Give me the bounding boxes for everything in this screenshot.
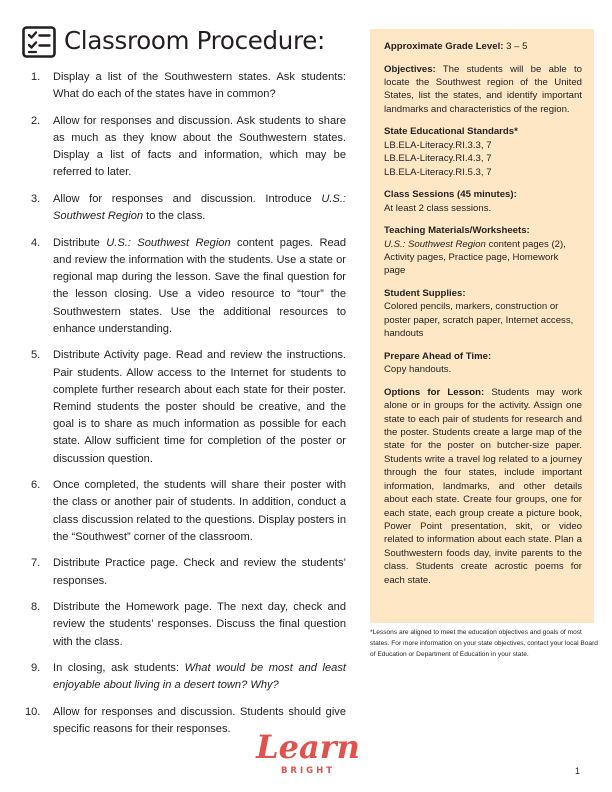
step-text: Once completed, the students will share their poster with the class or another pair of students. In addition, conduct a class discussion related to the questions. Display posters in the “Southwest” corner of the classroom.	[53, 479, 346, 543]
procedure-step	[22, 191, 346, 225]
standards-footnote: *Lessons are aligned to meet the education objectives and goals of most states. For more information on your state objectives, contact your local Board of Education or Department of Education in your state.	[370, 629, 598, 658]
step-text: to the class.	[143, 210, 206, 223]
grade-level-value: 3 – 5	[503, 41, 528, 52]
sessions-section	[384, 188, 582, 215]
step-number: 9.	[31, 662, 41, 675]
options-section	[384, 386, 582, 587]
procedure-step	[22, 599, 346, 651]
supplies-section	[384, 287, 582, 341]
procedure-step	[22, 347, 346, 467]
standards-label: State Educational Standards*	[384, 126, 518, 138]
procedure-step	[22, 555, 346, 589]
step-number: 10.	[25, 706, 41, 719]
materials-text: content pages (2), Activity pages, Practice page, Homework page	[384, 238, 566, 277]
step-text: Allow for responses and discussion. Introduce	[53, 193, 322, 205]
step-number: 6.	[31, 479, 41, 492]
supplies-text: Colored pencils, markers, construction or poster paper, scratch paper, Internet access, handouts	[384, 301, 574, 340]
step-text: Allow for responses and discussion. Students should give specific reasons for their responses.	[53, 706, 346, 736]
procedure-step	[22, 660, 346, 694]
options-label: Options for Lesson:	[384, 386, 485, 398]
page-title: Classroom Procedure:	[64, 26, 325, 55]
step-text: In closing, ask students:	[53, 662, 185, 675]
step-number: 3.	[31, 193, 41, 205]
objectives-text: The students will be able to locate the Southwest region of the United States, list the states, and identify important landmarks and characteristics of the region.	[384, 63, 582, 115]
logo-subtitle: BRIGHT	[280, 766, 336, 776]
step-italic-text: What would be most and least enjoyable about living in a desert town? Why?	[53, 662, 346, 692]
options-text: Students may work alone or in groups for the activity. Assign one state to each pair of students for research and the poster. Students create a large map of the state for the poster on butcher-size paper. Students write a travel log related to a journey through the four states, include important information, landmarks, and other details about each state. Create four groups, one for each state, each group create a picture book, Power Point presentation, skit, or video related to information about each state. Plan a Southwestern foods day, invite parents to the class. Students create acrostic poems for each state.	[384, 386, 582, 586]
lesson-info-sidebar	[370, 29, 594, 623]
procedure-step	[22, 113, 346, 182]
prepare-label: Prepare Ahead of Time:	[384, 350, 492, 362]
step-italic-text: U.S.: Southwest Region	[106, 236, 231, 249]
grade-level-section	[384, 40, 582, 53]
step-text: Distribute Activity page. Read and review the instructions. Pair students. Allow access to the Internet for students to complete further research about each state for their poster. Remind students the poster should be creative, and the goal is to share as much information as possible for each state. Allow sufficient time for completion of the poster or discussion question.	[53, 349, 346, 465]
step-text: Distribute Practice page. Check and review the students’ responses.	[53, 557, 346, 587]
materials-section	[384, 224, 582, 278]
step-text: Display a list of the Southwestern states. Ask students: What do each of the states have in common?	[53, 71, 346, 101]
step-number: 8.	[31, 601, 41, 614]
header	[22, 22, 352, 62]
prepare-section	[384, 350, 582, 377]
logo-word: Learn	[256, 728, 360, 766]
checklist-icon	[22, 26, 56, 58]
step-text: content pages. Read and review the information with the students. Use a state or regional map during the lesson. Save the final question for the lesson closing. Use a video resource to “tour” the Southwestern states. Use the additional resources to enhance understanding.	[53, 236, 347, 335]
materials-label: Teaching Materials/Worksheets:	[384, 225, 530, 237]
procedure-step	[22, 477, 346, 546]
step-text: Distribute the Homework page. The next day, check and review the students’ responses. Discuss the final question with the class.	[53, 601, 346, 648]
step-number: 5.	[31, 349, 41, 362]
step-number: 4.	[31, 236, 41, 249]
sessions-text: At least 2 class sessions.	[384, 202, 492, 214]
procedure-list	[22, 69, 346, 748]
step-text: Distribute	[53, 236, 107, 249]
step-number: 2.	[31, 114, 41, 127]
sessions-label: Class Sessions (45 minutes):	[384, 189, 517, 201]
learn-bright-logo	[248, 730, 368, 782]
objectives-section	[384, 63, 582, 117]
materials-title: U.S.: Southwest Region	[384, 238, 486, 250]
page-number: 1	[575, 766, 581, 776]
procedure-step	[22, 235, 346, 338]
procedure-step	[22, 69, 346, 103]
standards-section	[384, 125, 582, 179]
objectives-label: Objectives:	[384, 63, 436, 75]
standard-item: LB.ELA-Literacy.RI.3.3, 7	[384, 139, 492, 151]
prepare-text: Copy handouts.	[384, 364, 452, 376]
step-text: Allow for responses and discussion. Ask students to share as much as they know about the Southwestern states. Display a list of facts and information, which may be referred to later.	[53, 114, 346, 179]
standard-item: LB.ELA-Literacy.RI.5.3, 7	[384, 166, 492, 178]
standard-item: LB.ELA-Literacy.RI.4.3, 7	[384, 153, 492, 165]
supplies-label: Student Supplies:	[384, 288, 466, 300]
step-italic-text: U.S.: Southwest Region	[53, 193, 346, 223]
step-number: 7.	[31, 557, 41, 570]
grade-level-label: Approximate Grade Level:	[384, 41, 504, 52]
step-number: 1.	[31, 71, 41, 83]
